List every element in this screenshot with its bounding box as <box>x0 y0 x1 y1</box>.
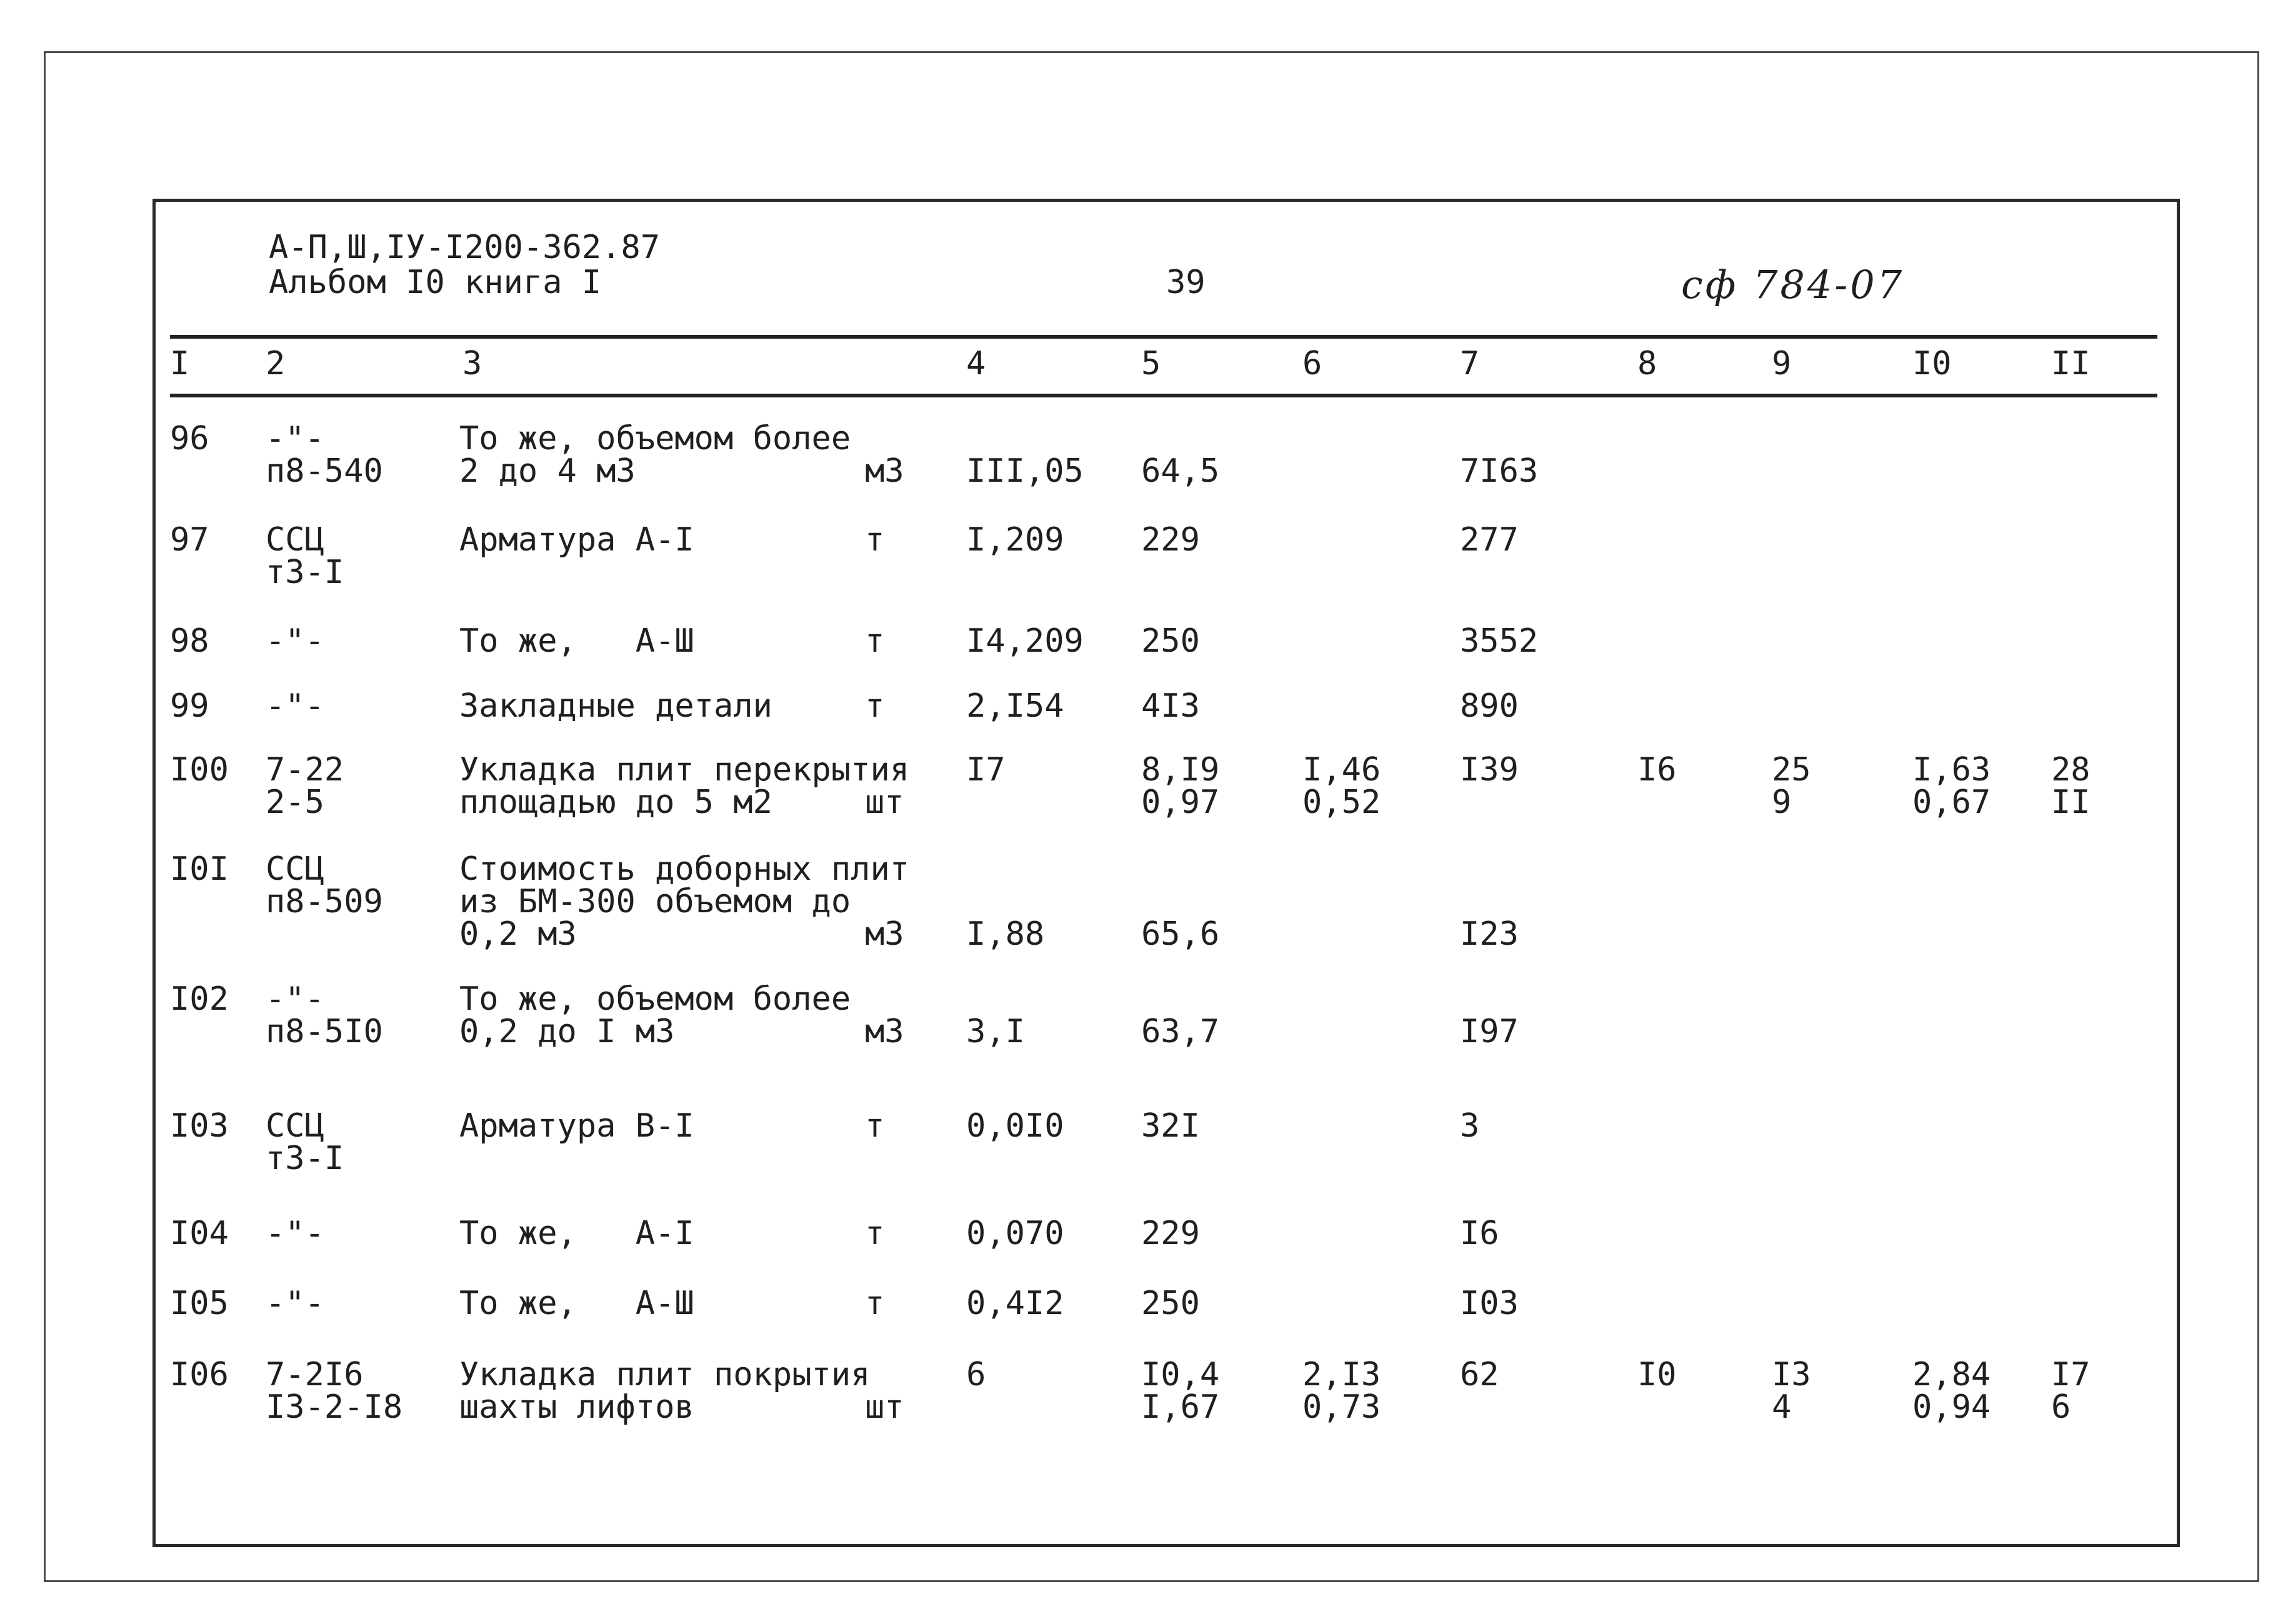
unit: т <box>865 1215 885 1252</box>
col5-value: I0,4 I,67 <box>1141 1356 1220 1426</box>
work-description: То же, А-I <box>459 1215 694 1252</box>
norm-code: ССЦ т3-I <box>266 521 344 591</box>
unit: м3 <box>865 452 904 490</box>
quantity: 0,0I0 <box>966 1107 1064 1145</box>
column-header-7: 7 <box>1460 345 1480 382</box>
unit: м3 <box>865 915 904 953</box>
col7-value: 3 <box>1460 1107 1480 1145</box>
column-header-9: 9 <box>1772 345 1792 382</box>
norm-code: -"- <box>266 622 324 660</box>
row-number: I02 <box>170 980 229 1018</box>
row-number: 96 <box>170 420 209 457</box>
column-header-4: 4 <box>966 345 986 382</box>
quantity: 2,I54 <box>966 687 1064 725</box>
row-number: I05 <box>170 1285 229 1322</box>
row-number: 99 <box>170 687 209 725</box>
col5-value: 250 <box>1141 1285 1200 1322</box>
quantity: 3,I <box>966 1013 1025 1050</box>
norm-code: -"- <box>266 1285 324 1322</box>
col7-value: I39 <box>1460 751 1519 789</box>
quantity: I,88 <box>966 915 1045 953</box>
column-header-5: 5 <box>1141 345 1161 382</box>
col7-value: I23 <box>1460 915 1519 953</box>
column-header-11: II <box>2051 345 2091 382</box>
unit: шт <box>865 1388 904 1426</box>
document-code: А-П,Ш,IУ-I200-362.87 <box>269 229 661 266</box>
column-header-6: 6 <box>1302 345 1322 382</box>
album-title: Альбом I0 книга I <box>269 264 602 301</box>
norm-code: 7-2I6 I3-2-I8 <box>266 1356 403 1426</box>
norm-code: -"- <box>266 687 324 725</box>
col8-value: I0 <box>1637 1356 1677 1393</box>
col5-value: 4I3 <box>1141 687 1200 725</box>
unit: м3 <box>865 1013 904 1050</box>
norm-code: -"- п8-540 <box>266 420 383 490</box>
col5-value: 63,7 <box>1141 1013 1220 1050</box>
work-description: Стоимость доборных плит из БМ-300 объемом до 0,2 м3 <box>459 850 910 953</box>
col7-value: I6 <box>1460 1215 1499 1252</box>
row-number: I03 <box>170 1107 229 1145</box>
unit: т <box>865 521 885 559</box>
column-header-2: 2 <box>266 345 286 382</box>
col7-value: 890 <box>1460 687 1519 725</box>
col6-value: I,46 0,52 <box>1302 751 1381 821</box>
work-description: Укладка плит покрытия шахты лифтов <box>459 1356 871 1426</box>
column-header-8: 8 <box>1637 345 1657 382</box>
col9-value: I3 4 <box>1772 1356 1811 1426</box>
norm-code: -"- <box>266 1215 324 1252</box>
work-description: То же, объемом более 2 до 4 м3 <box>459 420 851 490</box>
column-header-3: 3 <box>462 345 482 382</box>
norm-code: ССЦ п8-509 <box>266 850 383 920</box>
norm-code: ССЦ т3-I <box>266 1107 344 1177</box>
col6-value: 2,I3 0,73 <box>1302 1356 1381 1426</box>
work-description: То же, А-Ш <box>459 622 694 660</box>
col7-value: 62 <box>1460 1356 1499 1393</box>
row-number: I06 <box>170 1356 229 1393</box>
row-number: I0I <box>170 850 229 888</box>
col5-value: 8,I9 0,97 <box>1141 751 1220 821</box>
work-description: Арматура А-I <box>459 521 694 559</box>
work-description: То же, А-Ш <box>459 1285 694 1322</box>
unit: т <box>865 622 885 660</box>
col10-value: 2,84 0,94 <box>1912 1356 1991 1426</box>
col7-value: I97 <box>1460 1013 1519 1050</box>
work-description: Закладные детали <box>459 687 772 725</box>
col5-value: 229 <box>1141 1215 1200 1252</box>
quantity: 0,4I2 <box>966 1285 1064 1322</box>
col5-value: 32I <box>1141 1107 1200 1145</box>
header-top-rule <box>170 335 2157 339</box>
col8-value: I6 <box>1637 751 1677 789</box>
quantity: 6 <box>966 1356 986 1393</box>
unit: шт <box>865 784 904 821</box>
col7-value: 3552 <box>1460 622 1539 660</box>
quantity: I7 <box>966 751 1006 789</box>
col5-value: 64,5 <box>1141 452 1220 490</box>
row-number: 97 <box>170 521 209 559</box>
work-description: Укладка плит перекрытия площадью до 5 м2 <box>459 751 910 821</box>
norm-code: 7-22 2-5 <box>266 751 344 821</box>
row-number: I00 <box>170 751 229 789</box>
handwritten-reference: сф 784-07 <box>1681 262 1905 307</box>
unit: т <box>865 687 885 725</box>
header-bottom-rule <box>170 394 2157 397</box>
col5-value: 250 <box>1141 622 1200 660</box>
work-description: То же, объемом более 0,2 до I м3 <box>459 980 851 1050</box>
col10-value: I,63 0,67 <box>1912 751 1991 821</box>
page-number: 39 <box>1166 264 1206 301</box>
col7-value: I03 <box>1460 1285 1519 1322</box>
row-number: I04 <box>170 1215 229 1252</box>
unit: т <box>865 1107 885 1145</box>
col7-value: 7I63 <box>1460 452 1539 490</box>
column-header-1: I <box>170 345 190 382</box>
col5-value: 229 <box>1141 521 1200 559</box>
quantity: I,209 <box>966 521 1064 559</box>
col11-value: 28 II <box>2051 751 2091 821</box>
column-header-10: I0 <box>1912 345 1952 382</box>
col11-value: I7 6 <box>2051 1356 2091 1426</box>
work-description: Арматура В-I <box>459 1107 694 1145</box>
col7-value: 277 <box>1460 521 1519 559</box>
col9-value: 25 9 <box>1772 751 1811 821</box>
norm-code: -"- п8-5I0 <box>266 980 383 1050</box>
quantity: I4,209 <box>966 622 1084 660</box>
inner-sheet-frame <box>152 199 2180 1547</box>
quantity: 0,070 <box>966 1215 1064 1252</box>
quantity: III,05 <box>966 452 1084 490</box>
unit: т <box>865 1285 885 1322</box>
row-number: 98 <box>170 622 209 660</box>
col5-value: 65,6 <box>1141 915 1220 953</box>
